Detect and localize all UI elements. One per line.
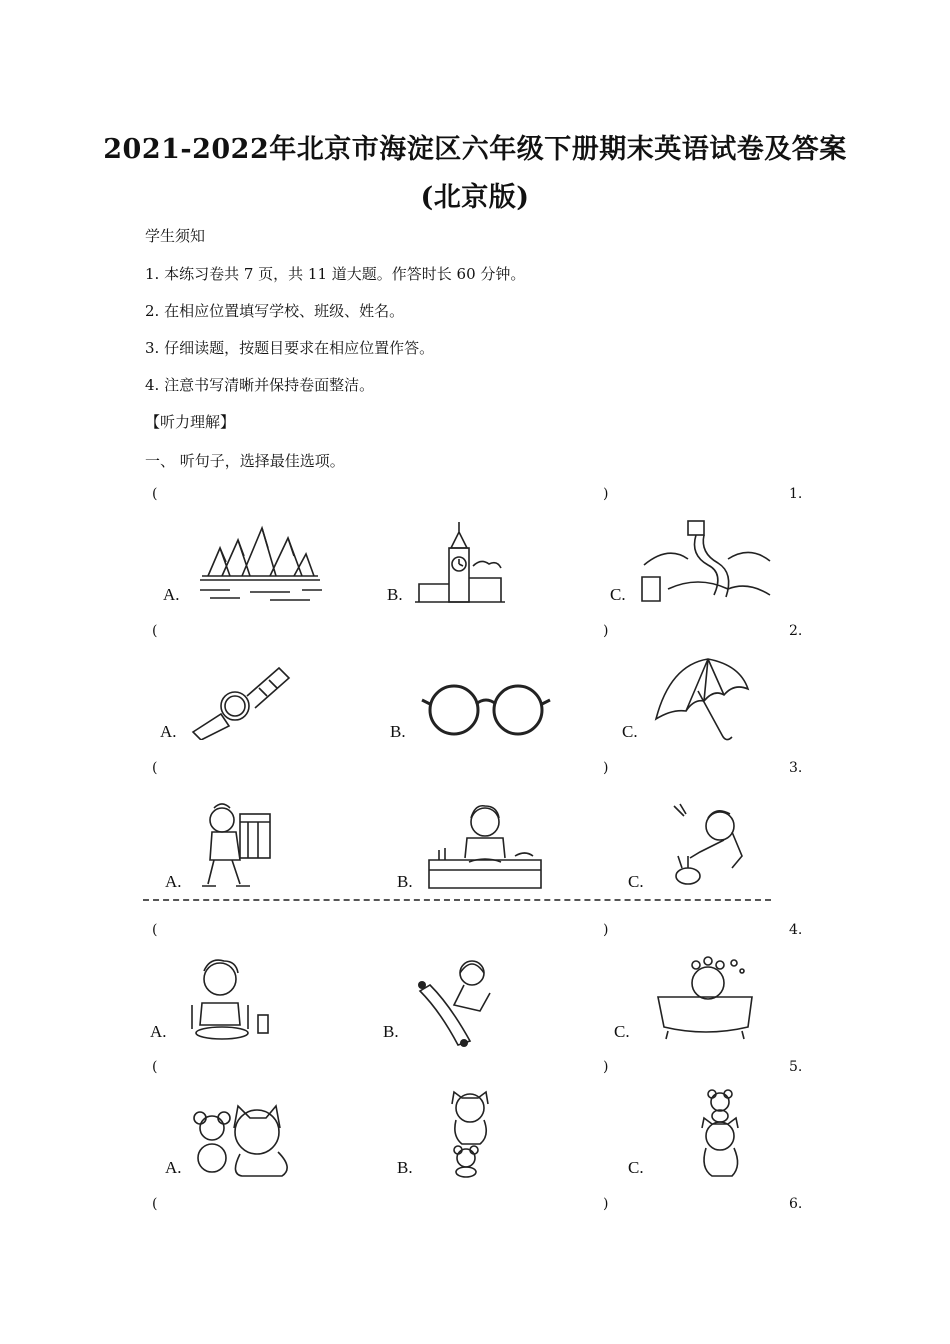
page-title: 2021-2022年北京市海淀区六年级下册期末英语试卷及答案 [103,134,847,165]
option-c-label: C. [628,1158,644,1177]
option-a-label: A. [160,722,177,741]
answer-paren-left: ( [152,760,158,776]
option-a-label: A. [165,1158,182,1177]
notice-item: 2. 在相应位置填写学校、班级、姓名。 [145,302,405,320]
boy-carrying-trash-icon [192,798,282,890]
option-c-label: C. [622,722,638,741]
answer-paren-right: ) [603,623,609,639]
option-b-label: B. [397,872,413,891]
option-c-label: C. [628,872,644,891]
mouse-beside-cat-icon [190,1098,300,1178]
boy-eating-icon [178,955,278,1043]
option-a-label: A. [165,872,182,891]
umbrella-icon [650,655,750,745]
answer-paren-right: ) [603,486,609,502]
answer-paren-left: ( [152,1196,158,1212]
option-b-label: B. [387,585,403,604]
answer-paren-right: ) [603,760,609,776]
question-number: 6. [789,1196,803,1212]
question-number: 5. [789,1059,803,1075]
man-washing-dishes-icon [425,800,545,892]
section-heading: 【听力理解】 [145,413,236,431]
page-divider [143,899,771,901]
option-a-label: A. [163,585,180,604]
answer-paren-right: ) [603,1196,609,1212]
answer-paren-left: ( [152,486,158,502]
boy-feeding-rabbit-icon [660,796,750,892]
option-b-label: B. [383,1022,399,1041]
answer-paren-right: ) [603,1059,609,1075]
page-subtitle: (北京版) [420,182,530,213]
notice-item: 3. 仔细读题，按题目要求在相应位置作答。 [145,339,435,357]
notice-heading: 学生须知 [145,227,206,245]
question-number: 1. [789,486,803,502]
boy-bathing-icon [650,955,760,1041]
option-b-label: B. [397,1158,413,1177]
glasses-icon [418,680,558,740]
big-ben-icon [415,518,505,604]
answer-paren-right: ) [603,922,609,938]
option-c-label: C. [614,1022,630,1041]
answer-paren-left: ( [152,922,158,938]
question-number: 4. [789,922,803,938]
watch-icon [185,660,295,740]
notice-item: 1. 本练习卷共 7 页，共 11 道大题。作答时长 60 分钟。 [145,265,526,283]
answer-paren-left: ( [152,1059,158,1075]
option-b-label: B. [390,722,406,741]
question-number: 2. [789,623,803,639]
part-instruction: 一、 听句子，选择最佳选项。 [145,452,345,470]
mouse-under-cat-icon [440,1088,500,1178]
great-wall-icon [638,515,773,605]
boy-skateboarding-icon [410,955,510,1047]
mouse-on-cat-icon [690,1088,750,1180]
answer-paren-left: ( [152,623,158,639]
sydney-opera-house-icon [190,518,330,604]
option-a-label: A. [150,1022,167,1041]
notice-item: 4. 注意书写清晰并保持卷面整洁。 [145,376,375,394]
question-number: 3. [789,760,803,776]
option-c-label: C. [610,585,626,604]
